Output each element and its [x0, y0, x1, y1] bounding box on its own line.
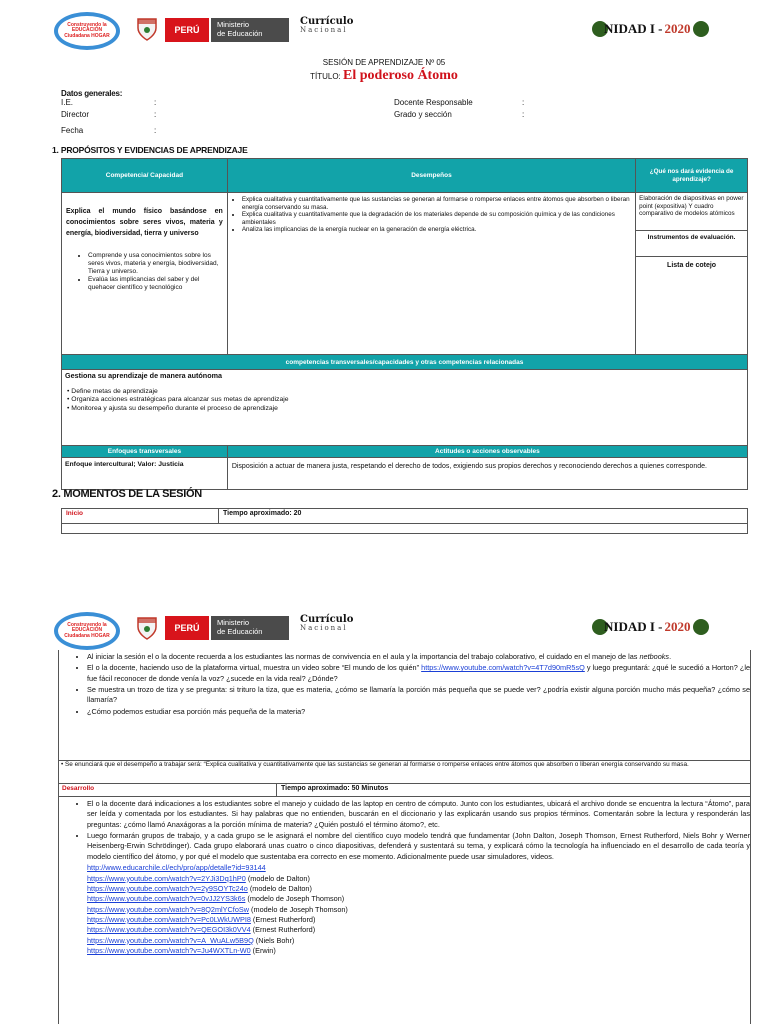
empty-row: [62, 524, 748, 534]
nacional-text: Nacional: [300, 624, 348, 632]
list-item-text: Monitorea y ajusta su desempeño durante el proceso de aprendizaje: [71, 404, 278, 412]
colon: :: [154, 126, 157, 135]
colon: :: [522, 98, 525, 107]
resource-link[interactable]: https://www.youtube.com/watch?v=A_WuALw5B9Q: [87, 935, 254, 945]
inicio-label: Inicio: [62, 509, 219, 524]
peru-badge: PERÚ: [165, 18, 209, 42]
unidad-badge: [592, 18, 709, 40]
competencia-text: Explica el mundo físico basándose en conocimientos sobre seres vivos, materia y energía, biodiversidad, tierra y universo: [66, 208, 223, 237]
resource-note: (Ernest Rutherford): [250, 925, 316, 935]
list-item-text: Define metas de aprendizaje: [71, 388, 158, 395]
col-evidencia: ¿Qué nos dará evidencia de aprendizaje?: [636, 159, 748, 193]
list-item: • Evalúa las implicancias del saber y del quehacer científico y tecnológico: [88, 276, 223, 292]
resource-link[interactable]: https://www.youtube.com/watch?v=QEGOI3k0VV4: [87, 925, 251, 935]
transversales-header: competencias transversales/capacidades y otras competencias relacionadas: [62, 355, 748, 370]
resource-note: (modelo de Dalton): [247, 883, 312, 893]
resource-link[interactable]: https://www.youtube.com/watch?v=2YJi3Dq1hP0: [87, 873, 246, 883]
item-emphasis: netbooks: [639, 652, 670, 661]
ministerio-line1: Ministerio: [217, 618, 250, 627]
link-row: [87, 915, 750, 925]
resource-note: (modelo de Joseph Thomson): [249, 904, 348, 914]
list-item: • Define metas de aprendizaje: [67, 388, 158, 395]
nacional-text: Nacional: [300, 26, 348, 34]
inicio-activities: [61, 652, 750, 718]
ministerio-line1: Ministerio: [217, 20, 250, 29]
desarrollo-table: [58, 783, 751, 797]
ie-label: I.E.: [61, 98, 74, 107]
unidad-year: 2020: [664, 21, 691, 36]
list-item-text: Organiza acciones estratégicas para alcanzar sus metas de aprendizaje: [71, 396, 289, 404]
list-item: [87, 685, 750, 706]
green-circle-icon: [693, 21, 709, 37]
page-header: [0, 0, 768, 60]
capacidades-list: [66, 252, 223, 293]
list-item: [87, 652, 750, 662]
momentos-table: [61, 508, 748, 534]
desarrollo-activities: [61, 799, 750, 956]
competencia-cell: [62, 193, 228, 355]
list-item: • El o la docente dará indicaciones a los estudiantes sobre el manejo y cuidado de las laptop en centro de cómputo. Junto con los estudiantes, ubicará el archivo donde se encuentra la lectura “Átomo”, para ser leída y comentada por los estudiantes. Si hay palabras que no entienden, buscarán en el diccionario y las explicarán usando sus propios términos. Comentarán sobre la lectura y responderán las preguntas: ¿cómo llamó Anaxágoras a la porción mínima de materia? ¿Quién postuló el término átomo?, etc.: [87, 799, 750, 830]
ministerio-line2: de Educación: [217, 626, 263, 636]
item-text: El o la docente, haciendo uso de la plataforma virtual, muestra un video sobre “El mundo de los quién”: [87, 663, 422, 673]
title-label: TÍTULO:: [310, 72, 341, 81]
desarrollo-list: [61, 799, 750, 862]
grado-label: Grado y sección: [394, 110, 452, 119]
campaign-logo-text: Construyendo la EDUCACIÓN Ciudadana HOGAR: [64, 22, 110, 39]
section2-heading: 2. MOMENTOS DE LA SESIÓN: [52, 488, 202, 500]
link-row: [87, 884, 750, 894]
enfoques-header: Enfoques transversales: [62, 446, 228, 458]
unidad-text: NIDAD I -: [604, 619, 663, 634]
document-page-2: [0, 596, 768, 1024]
actitudes-header: Actitudes o acciones observables: [227, 446, 747, 458]
unidad-badge: [592, 616, 709, 638]
evidencia-cell: Elaboración de diapositivas en power point (expositiva) Y cuadro comparativo de modelos atómicos: [636, 193, 748, 231]
list-item: • Monitorea y ajusta su desempeño durante el proceso de aprendizaje: [67, 404, 278, 412]
list-item: [87, 707, 750, 717]
item-text: .: [669, 652, 672, 661]
resource-link[interactable]: https://www.youtube.com/watch?v=Ju4WXTLn-W0: [87, 946, 251, 956]
item-text: y luego preguntará: ¿qué le sucedió a Horton? ¿le fue fácil reconocer de donde venía la voz? ¿sucede en la vida real? ¿Dónde?: [87, 663, 751, 683]
session-number: SESIÓN DE APRENDIZAJE Nº 05: [322, 58, 446, 67]
resource-note: (Erwin): [250, 946, 276, 956]
colon: :: [154, 110, 157, 119]
desempenos-list: [232, 196, 631, 234]
lista-cotejo-cell: Lista de cotejo: [636, 257, 748, 355]
tiempo-inicio: Tiempo aproximado: 20: [219, 509, 748, 524]
gestiona-list: [65, 388, 744, 413]
gestiona-title: Gestiona su aprendizaje de manera autónoma: [65, 371, 222, 380]
unidad-text: NIDAD I -: [604, 21, 663, 36]
inicio-list: [61, 652, 750, 717]
page-header: [0, 596, 768, 656]
actitud-cell: Disposición a actuar de manera justa, respetando el derecho de todos, exigiendo sus propios derechos y reconociendo derechos a quienes corresponde.: [227, 458, 747, 490]
item-text: Se muestra un trozo de tiza y se pregunta: si trituro la tiza, que es materia, ¿cómo se llamaría la porción más pequeña que se puede ver? ¿podría existir alguna porción mucho más pequeña? ¿cómo se llamaría?: [87, 685, 750, 705]
resource-note: (Niels Bohr): [253, 935, 295, 945]
item-text: Al iniciar la sesión el o la docente recuerda a los estudiantes las normas de convivencia en el aula y la importancia del trabajo colaborativo, el cuidado en el manejo de las: [87, 652, 640, 661]
enfoque-cell: Enfoque intercultural; Valor: Justicia: [62, 458, 228, 490]
link-row: [87, 863, 750, 873]
tiempo-desarrollo: Tiempo aproximado: 50 Minutos: [277, 784, 751, 797]
resource-link[interactable]: http://www.educarchile.cl/ech/pro/app/detalle?id=93144: [87, 863, 266, 873]
list-item: • Comprende y usa conocimientos sobre los seres vivos, materia y energía, biodiversidad, Tierra y universo.: [88, 252, 223, 276]
desempenos-cell: [227, 193, 635, 355]
colon: :: [154, 98, 157, 107]
unidad-year: 2020: [664, 619, 691, 634]
video-link[interactable]: https://www.youtube.com/watch?v=4T7d90mR5sQ: [421, 663, 585, 673]
campaign-logo: [54, 12, 120, 50]
peru-shield-icon: [134, 16, 160, 42]
resource-link[interactable]: https://www.youtube.com/watch?v=0vJJ2YS3k6s: [87, 894, 246, 904]
list-item: • Explica cualitativa y cuantitativamente que las sustancias se generan al formarse o romperse enlaces entre átomos que absorben o liberan energía conservando su masa.: [242, 196, 631, 211]
link-row: [87, 946, 750, 956]
peru-badge: PERÚ: [165, 616, 209, 640]
page-gap: [0, 560, 768, 596]
link-row: [87, 874, 750, 884]
item-text: ¿Cómo podemos estudiar esa porción más pequeña de la materia?: [87, 706, 306, 716]
resource-link[interactable]: https://www.youtube.com/watch?v=2y9SOYTc24o: [87, 883, 248, 893]
desarrollo-label: Desarrollo: [59, 784, 277, 797]
campaign-logo: [54, 612, 120, 650]
link-row: [87, 936, 750, 946]
col-desempenos: Desempeños: [227, 159, 635, 193]
director-label: Director: [61, 110, 90, 119]
campaign-logo-text: Construyendo la EDUCACIÓN Ciudadana HOGAR: [64, 622, 110, 639]
ministerio-line2: de Educación: [217, 28, 263, 38]
link-row: [87, 925, 750, 935]
docente-label: Docente Responsable: [394, 98, 473, 107]
link-row: [87, 905, 750, 915]
section1-heading: 1. PROPÓSITOS Y EVIDENCIAS DE APRENDIZAJE: [52, 145, 248, 155]
resource-links: [61, 863, 750, 956]
curriculo-logo: [300, 17, 353, 34]
curriculo-text: Currículo: [300, 614, 354, 625]
col-competencia: Competencia/ Capacidad: [62, 159, 228, 193]
enunciado-body: Se enunciará que el desempeño a trabajar será: “Explica cualitativa y cuantitativamente que las sustancias se generan al formarse o romperse enlaces entre átomos que absorben o liberan energía conservando su masa.: [65, 761, 689, 768]
curriculo-text: Currículo: [300, 16, 354, 27]
resource-note: (modelo de Joseph Thomson): [245, 894, 345, 904]
list-item: • Luego formarán grupos de trabajo, y a cada grupo se le asignará el nombre del científico cuyo modelo tendrá que fundamentar (John Dalton, Joseph Thomson, Ernest Rutherford, Niels Bohr y Werner Heisenberg-Erwin Schrödinger). Cada grupo elaborará unas cuatro o cinco diapositivas, defenderá y sustentará su tema, y explicará cómo la tecnología ha influenciado en el desarrollo de cada teoría y modelo científico del átomo, y por qué el modelo que sustentaba era correcto en ese momento. Adicionalmente puede usar simuladores, videos.: [87, 831, 750, 862]
link-row: [87, 894, 750, 904]
resource-note: (Ernest Rutherford): [250, 914, 316, 924]
gestiona-cell: [62, 370, 748, 446]
ministerio-badge: [211, 18, 289, 42]
resource-link[interactable]: https://www.youtube.com/watch?v=8Q2mlYCfoSw: [87, 904, 250, 914]
title-text: El poderoso Átomo: [343, 68, 458, 83]
fecha-label: Fecha: [61, 126, 84, 135]
datos-heading: Datos generales:: [61, 89, 123, 98]
list-item: • Analiza las implicancias de la energía nuclear en la generación de energía eléctrica.: [242, 226, 631, 234]
colon: :: [522, 110, 525, 119]
list-item: • Explica cualitativa y cuantitativamente que la degradación de los materiales depende de su composición química y de las condiciones ambientales: [242, 211, 631, 226]
session-title: [0, 68, 768, 84]
ministerio-badge: [211, 616, 289, 640]
list-item: • Organiza acciones estratégicas para alcanzar sus metas de aprendizaje: [67, 396, 289, 404]
resource-note: (modelo de Dalton): [245, 873, 310, 883]
enunciado-text: • Se enunciará que el desempeño a trabajar será: “Explica cualitativa y cuantitativamente que las sustancias se generan al formarse o romperse enlaces entre átomos que absorben o liberan energía conservando su masa.: [61, 761, 689, 768]
instrumentos-cell: Instrumentos de evaluación.: [636, 231, 748, 257]
curriculo-logo: [300, 615, 353, 632]
resource-link[interactable]: https://www.youtube.com/watch?v=Pc0LWkUWPI8: [87, 914, 251, 924]
propositos-table: [61, 158, 748, 490]
green-circle-icon: [693, 619, 709, 635]
list-item: [87, 663, 750, 684]
peru-shield-icon: [134, 615, 160, 641]
